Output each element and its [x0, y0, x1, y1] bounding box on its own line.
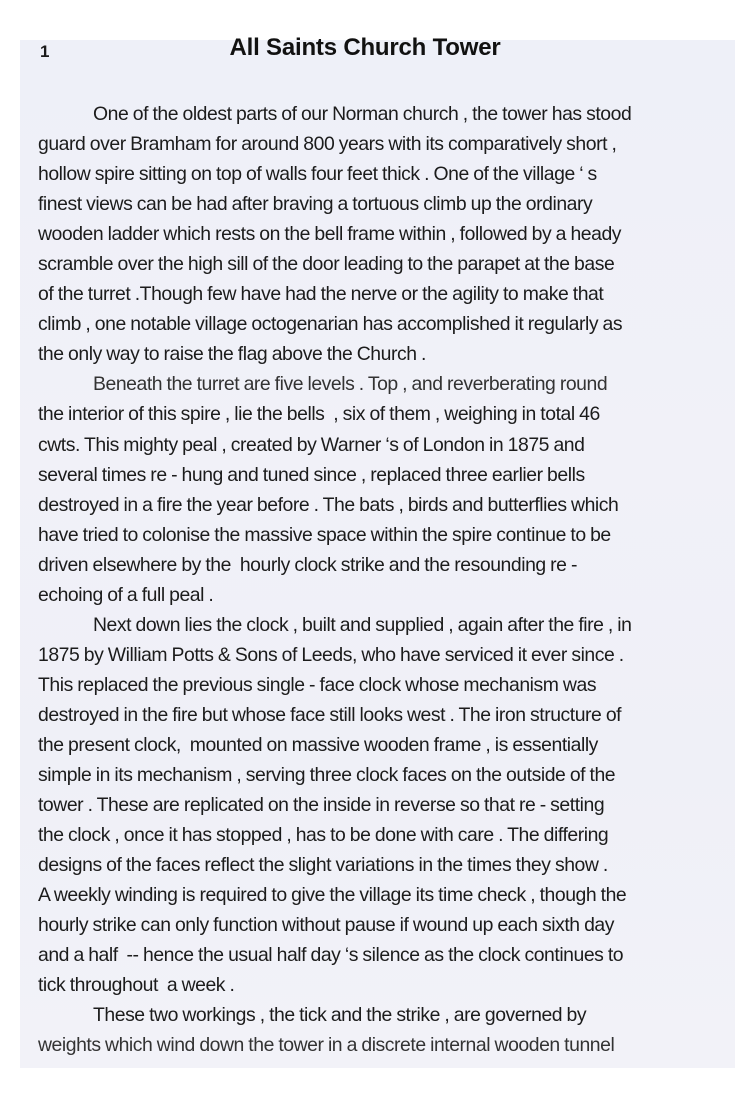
- text-line: the clock , once it has stopped , has to be done with care . The differing: [38, 824, 609, 847]
- text-line: tick throughout a week .: [38, 974, 235, 997]
- text-line: and a half -- hence the usual half day ‘s silence as the clock continues to: [38, 944, 624, 967]
- text-line: hollow spire sitting on top of walls four feet thick . One of the village ‘ s: [38, 163, 597, 186]
- text-line: designs of the faces reflect the slight variations in the times they show .: [38, 854, 608, 877]
- text-line: Next down lies the clock , built and supplied , again after the fire , in: [93, 613, 632, 636]
- text-line: guard over Bramham for around 800 years with its comparatively short ,: [38, 133, 617, 156]
- text-line: driven elsewhere by the hourly clock strike and the resounding re -: [38, 553, 577, 576]
- text-line: This replaced the previous single - face clock whose mechanism was: [38, 673, 597, 696]
- text-line: simple in its mechanism , serving three clock faces on the outside of the: [38, 764, 616, 787]
- text-line: hourly strike can only function without pause if wound up each sixth day: [38, 914, 614, 937]
- text-line: finest views can be had after braving a tortuous climb up the ordinary: [38, 193, 593, 216]
- text-line: tower . These are replicated on the inside in reverse so that re - setting: [38, 794, 605, 817]
- text-line: several times re - hung and tuned since , replaced three earlier bells: [38, 463, 585, 486]
- text-line: of the turret .Though few have had the nerve or the agility to make that: [38, 283, 604, 306]
- text-line: scramble over the high sill of the door leading to the parapet at the base: [38, 253, 615, 276]
- text-line: climb , one notable village octogenarian has accomplished it regularly as: [38, 313, 623, 336]
- text-line: These two workings , the tick and the strike , are governed by: [93, 1004, 587, 1027]
- text-line: One of the oldest parts of our Norman church , the tower has stood: [93, 103, 632, 125]
- text-line: have tried to colonise the massive space within the spire continue to be: [38, 523, 611, 546]
- text-line: 1875 by William Potts & Sons of Leeds, who have serviced it ever since .: [38, 643, 624, 666]
- text-line: the interior of this spire , lie the bells , six of them , weighing in total 46: [38, 403, 600, 426]
- text-line: weights which wind down the tower in a discrete internal wooden tunnel: [38, 1034, 615, 1057]
- text-line: cwts. This mighty peal , created by Warner ‘s of London in 1875 and: [38, 433, 585, 456]
- text-line: wooden ladder which rests on the bell frame within , followed by a heady: [38, 223, 622, 246]
- paragraph-1: [38, 99, 738, 369]
- page-number: 1: [40, 42, 50, 61]
- text-line: echoing of a full peal .: [38, 583, 214, 606]
- text-line: A weekly winding is required to give the village its time check , though the: [38, 884, 627, 907]
- text-line: destroyed in the fire but whose face still looks west . The iron structure of: [38, 703, 622, 726]
- document-body: [38, 99, 738, 1061]
- text-line: Beneath the turret are five levels . Top , and reverberating round: [93, 373, 608, 396]
- text-line: the only way to raise the flag above the Church .: [38, 343, 426, 366]
- paragraph-4: [38, 1000, 738, 1060]
- text-line: the present clock, mounted on massive wooden frame , is essentially: [38, 733, 598, 756]
- paragraph-2: [38, 369, 738, 609]
- paragraph-3: [38, 610, 738, 1001]
- text-line: destroyed in a fire the year before . The bats , birds and butterflies which: [38, 493, 619, 516]
- document-title: All Saints Church Tower: [229, 34, 501, 61]
